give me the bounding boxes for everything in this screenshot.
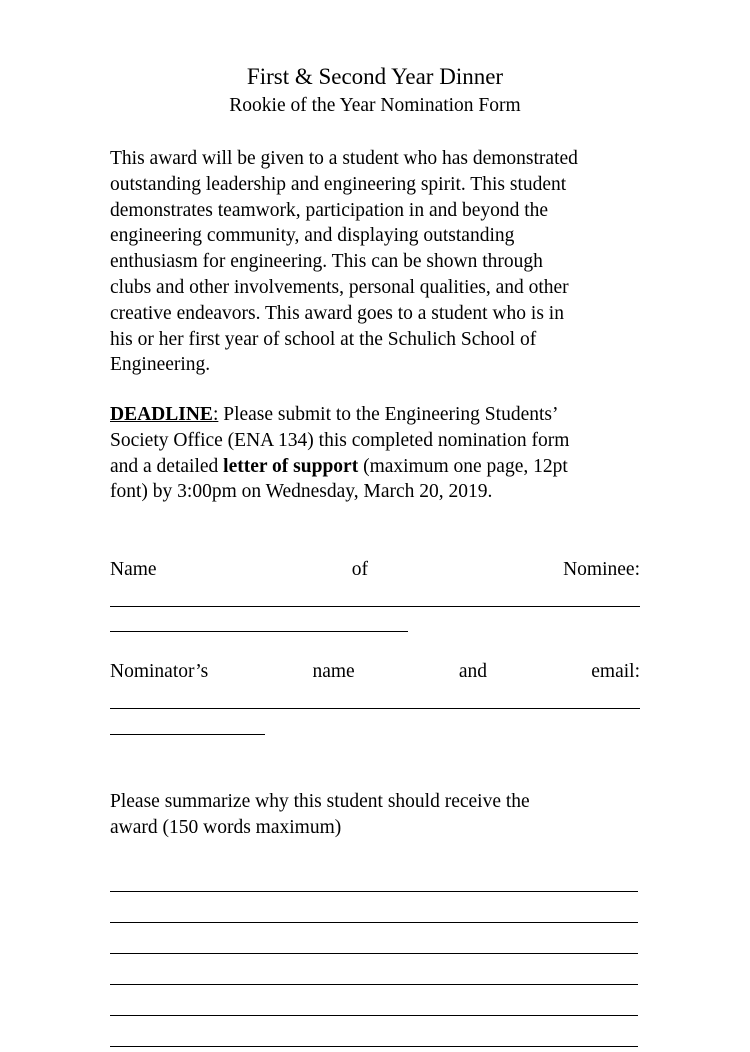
summary-answer-line[interactable]: [110, 891, 638, 892]
deadline-paragraph: [110, 402, 642, 505]
summary-prompt-line: award (150 words maximum): [110, 816, 342, 838]
label-word: Name: [110, 559, 157, 580]
description-line: outstanding leadership and engineering spirit. This student: [110, 173, 567, 195]
form-subtitle: Rookie of the Year Nomination Form: [229, 95, 521, 116]
letter-of-support-text: letter of support: [223, 455, 359, 477]
deadline-line: font) by 3:00pm on Wednesday, March 20, 2019.: [110, 481, 493, 503]
summary-answer-line[interactable]: [110, 1046, 638, 1047]
description-line: his or her first year of school at the Schulich School of: [110, 328, 537, 350]
description-line: clubs and other involvements, personal qualities, and other: [110, 276, 569, 298]
nominator-label: [110, 659, 640, 685]
label-word: Nominator’s: [110, 661, 209, 682]
summary-answer-line[interactable]: [110, 984, 638, 985]
label-word: and: [458, 661, 488, 682]
summary-prompt: [110, 789, 642, 841]
summary-answer-line[interactable]: [110, 922, 638, 923]
deadline-text: and a detailed: [110, 455, 224, 477]
nominator-field[interactable]: [110, 708, 640, 709]
deadline-line: [110, 454, 642, 480]
summary-prompt-line: Please summarize why this student should receive the: [110, 791, 530, 812]
form-title: First & Second Year Dinner: [246, 64, 504, 89]
deadline-label: DEADLINE: [110, 404, 213, 425]
deadline-text: Please submit to the Engineering Students’: [218, 404, 559, 425]
description-line: This award will be given to a student who has demonstrated: [110, 148, 578, 169]
deadline-text: (maximum one page, 12pt: [358, 455, 568, 477]
label-word: name: [312, 661, 355, 682]
nominator-field-continued[interactable]: [110, 734, 265, 735]
description-line: enthusiasm for engineering. This can be shown through: [110, 251, 543, 273]
description-line: engineering community, and displaying outstanding: [110, 225, 515, 247]
deadline-colon: :: [212, 404, 219, 425]
description-line: demonstrates teamwork, participation in and beyond the: [110, 199, 549, 221]
nominee-name-field[interactable]: [110, 606, 640, 607]
award-description: [110, 146, 642, 378]
deadline-line: Society Office (ENA 134) this completed nomination form: [110, 429, 570, 451]
deadline-line: [110, 402, 642, 428]
label-word: Nominee:: [563, 559, 640, 580]
summary-answer-line[interactable]: [110, 953, 638, 954]
description-line: creative endeavors. This award goes to a student who is in: [110, 302, 564, 324]
label-word: email:: [591, 661, 640, 682]
description-line: Engineering.: [110, 354, 211, 376]
summary-answer-line[interactable]: [110, 1015, 638, 1016]
nominee-name-label: [110, 557, 640, 583]
nominee-name-field-continued[interactable]: [110, 631, 408, 632]
label-word: of: [351, 559, 368, 580]
